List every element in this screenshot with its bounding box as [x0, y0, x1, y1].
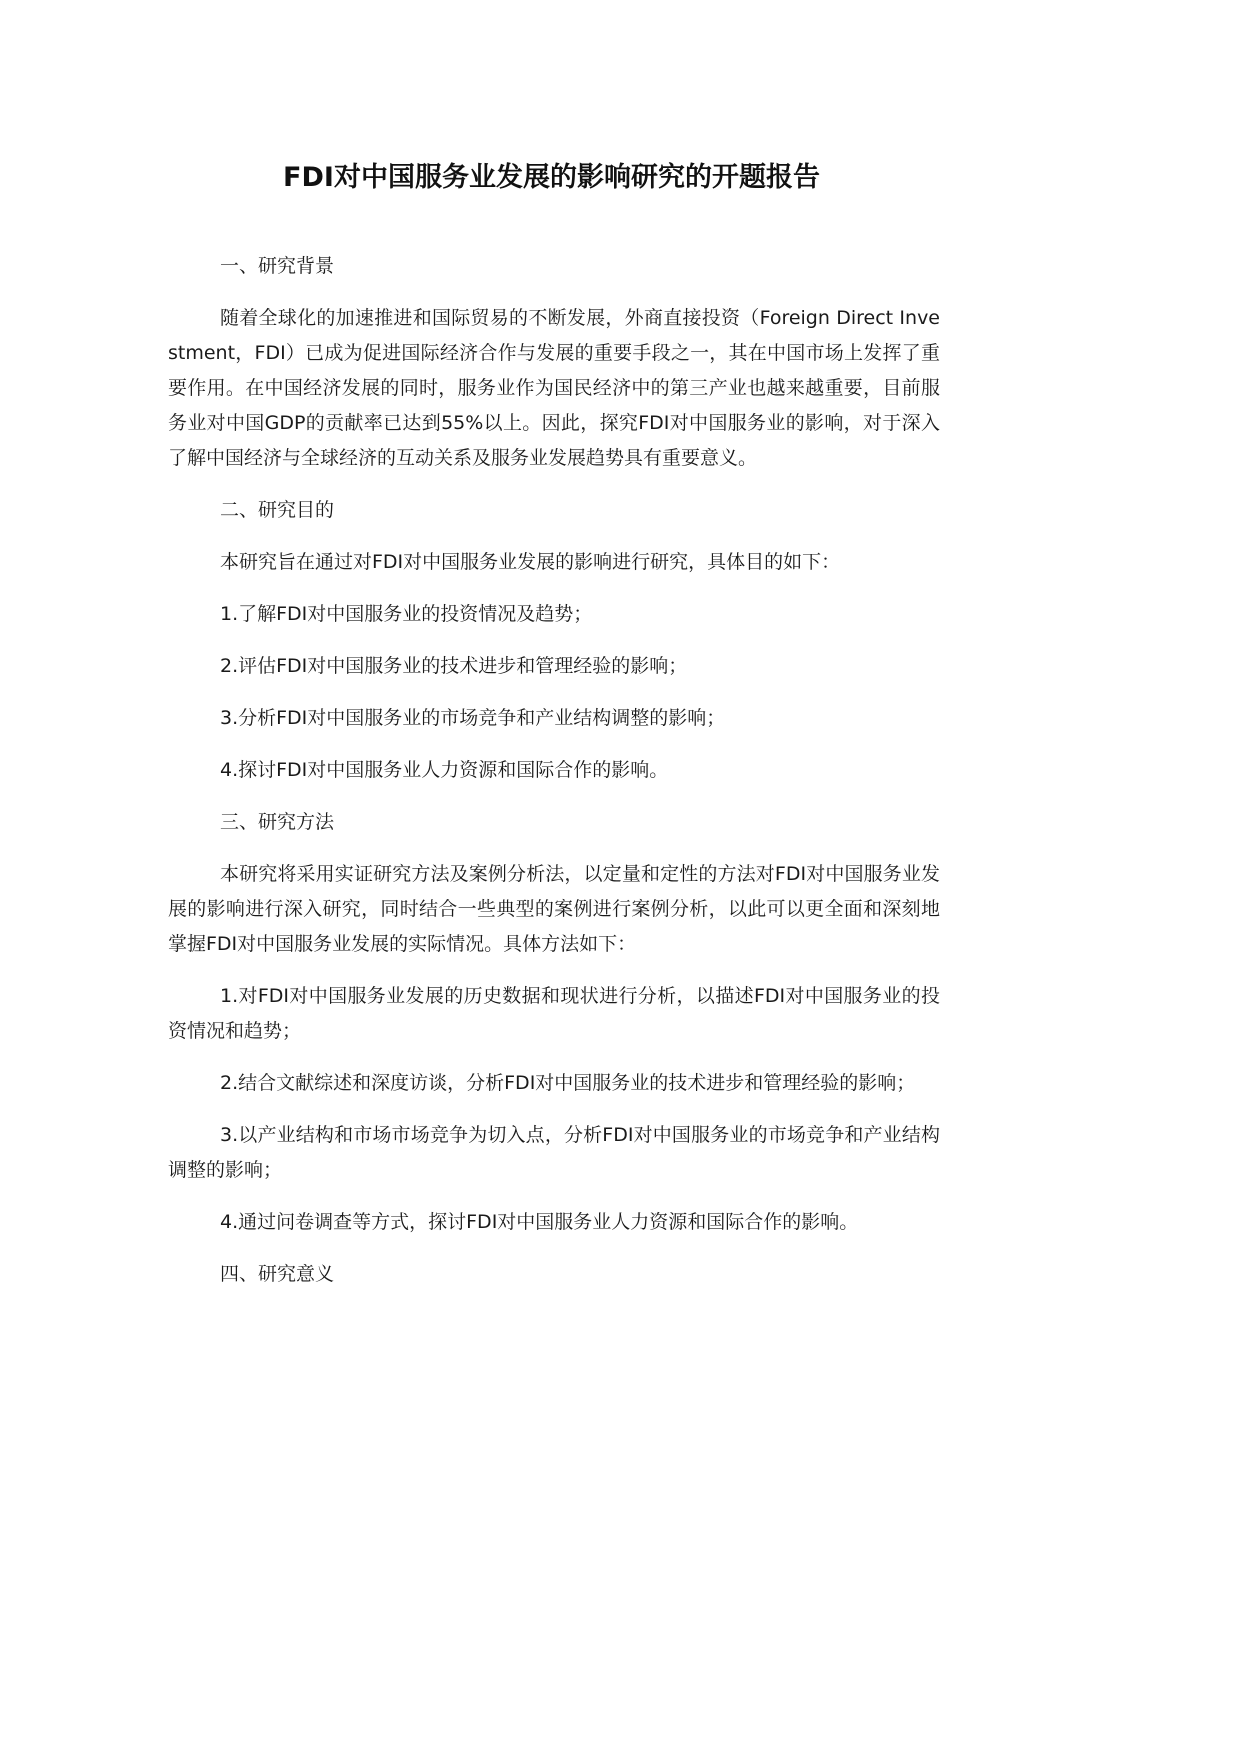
method-item-3: 3.以产业结构和市场市场竞争为切入点，分析FDI对中国服务业的市场竞争和产业结构调整的影响；	[168, 1124, 940, 1181]
background-paragraph: 随着全球化的加速推进和国际贸易的不断发展，外商直接投资（Foreign Direct Investment，FDI）已成为促进国际经济合作与发展的重要手段之一，其在中国市场上发挥了重要作用。在中国经济发展的同时，服务业作为国民经济中的第三产业也越来越重要，目前服务业对中国GDP的贡献率已达到55%以上。因此，探究FDI对中国服务业的影响，对于深入了解中国经济与全球经济的互动关系及服务业发展趋势具有重要意义。	[168, 307, 940, 469]
method-item-1: 1.对FDI对中国服务业发展的历史数据和现状进行分析，以描述FDI对中国服务业的投资情况和趋势；	[168, 985, 940, 1042]
method-item-2: 2.结合文献综述和深度访谈，分析FDI对中国服务业的技术进步和管理经验的影响；	[220, 1072, 916, 1094]
document-title: FDI对中国服务业发展的影响研究的开题报告	[283, 162, 820, 193]
method-item-4: 4.通过问卷调查等方式，探讨FDI对中国服务业人力资源和国际合作的影响。	[220, 1211, 859, 1233]
section-heading-methods: 三、研究方法	[220, 811, 335, 833]
objectives-intro-paragraph: 本研究旨在通过对FDI对中国服务业发展的影响进行研究，具体目的如下：	[220, 551, 841, 573]
section-heading-background: 一、研究背景	[220, 255, 335, 277]
objective-item-4: 4.探讨FDI对中国服务业人力资源和国际合作的影响。	[220, 759, 669, 781]
objective-item-1: 1.了解FDI对中国服务业的投资情况及趋势；	[220, 603, 593, 625]
section-heading-significance: 四、研究意义	[220, 1263, 335, 1285]
methods-intro-paragraph: 本研究将采用实证研究方法及案例分析法，以定量和定性的方法对FDI对中国服务业发展的影响进行深入研究，同时结合一些典型的案例进行案例分析，以此可以更全面和深刻地掌握FDI对中国服务业发展的实际情况。具体方法如下：	[168, 863, 940, 955]
objective-item-2: 2.评估FDI对中国服务业的技术进步和管理经验的影响；	[220, 655, 688, 677]
objective-item-3: 3.分析FDI对中国服务业的市场竞争和产业结构调整的影响；	[220, 707, 726, 729]
document-body	[168, 249, 940, 1309]
section-heading-objectives: 二、研究目的	[220, 499, 335, 521]
